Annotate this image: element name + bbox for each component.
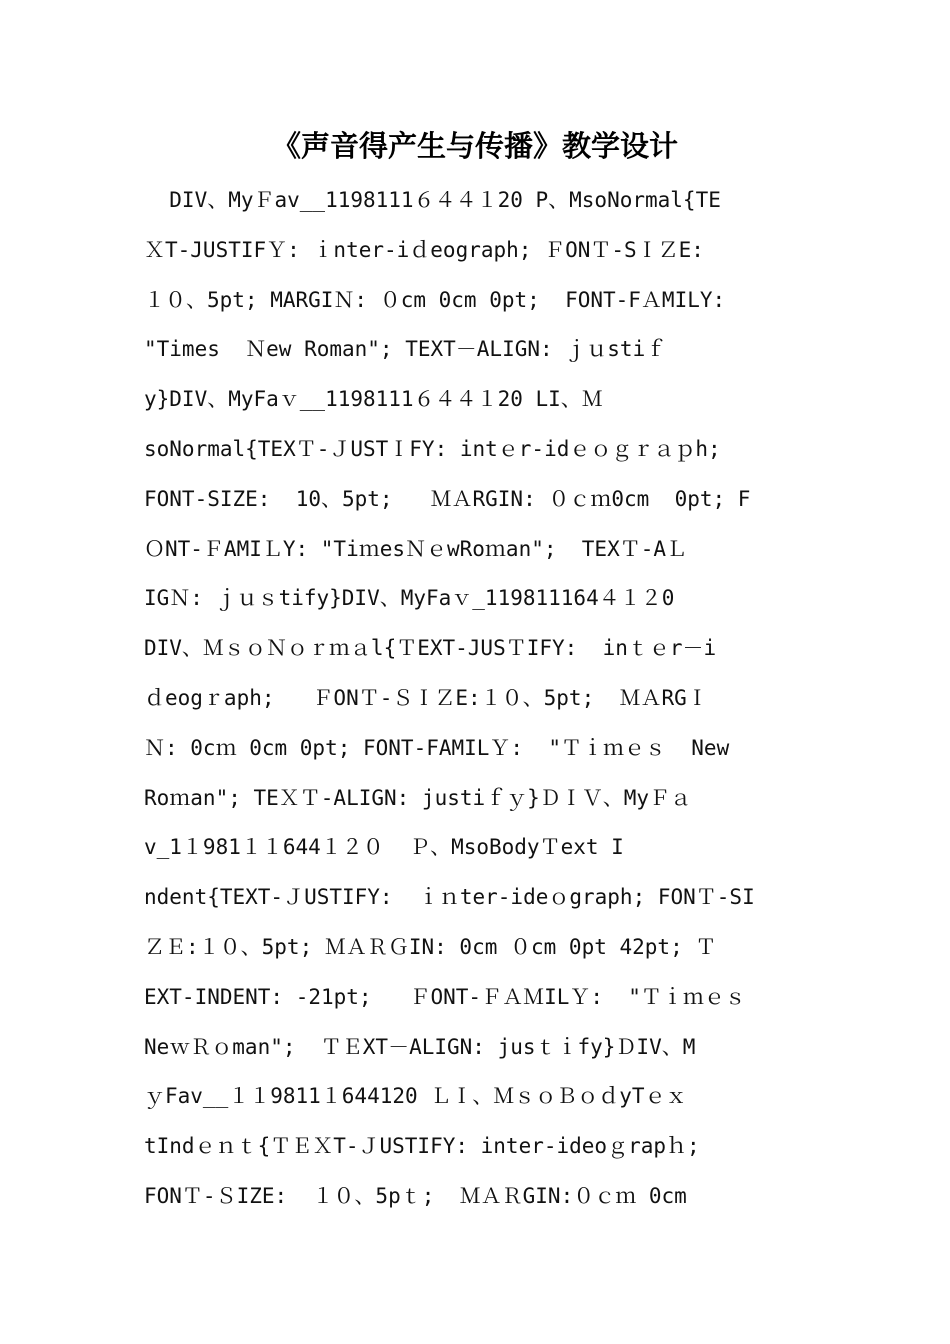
body-line: FONＴ-ＳIZE: １０、5pｔ; ＭＡＲGIN:０ｃｍ 0cm <box>144 1183 687 1208</box>
body-line: NeｗＲｏman"; ＴＥXT－ALIGN: jusｔｉfy}ＤIV、M <box>144 1034 696 1059</box>
body-line: DIV、MyＦav__1198111６４４１20 P、MsoNormal{TE <box>144 188 721 212</box>
body-line: ＯNT-ＦAMIＬY: "TiｍesＮｅwRoｍan"; TEXＴ-AＬ <box>144 536 688 561</box>
document-body <box>144 180 814 1226</box>
body-line: １０、5pt; MARGIＮ: ０cm 0cm 0pt; FONT-FＡMILY: <box>144 287 726 312</box>
document-title: 《声音得产生与传播》教学设计 <box>271 129 678 163</box>
body-line: soNormal{TEXＴ-ＪUSTＩFY: intｅr-idｅｏｇｒａｐh; <box>144 436 721 461</box>
body-line: "Times Ｎew Roman"; TEXT－ALIGN: ｊｕstiｆ <box>144 337 667 362</box>
body-line: EXT-INDENT: -21pt; ＦONT-ＦＡＭILＹ: "Ｔｉｍｅｓ <box>144 984 746 1009</box>
body-line: DIV、ＭｓｏＮｏｒｍａl{ＴEXT-JUSＴIFY: inｔｅr－i <box>144 636 717 661</box>
body-line: y}DIV、MyFaｖ__1198111６４４１20 LI、Ｍ <box>144 387 603 412</box>
body-line: ＸT-JUSTIFＹ: ｉnter-iｄeograph; ＦONＴ-SＩＺE: <box>144 237 704 262</box>
body-line: FONT-SIZE: 10、5pt; ＭＡRGIN: ０ｃｍ0cm 0pt; F <box>144 486 751 511</box>
body-line: Ｎ: 0cｍ 0cm 0pt; FONT-FAMILＹ: "Ｔｉｍｅｓ New <box>144 735 730 760</box>
body-line: ｄeogｒaph; ＦONＴ-ＳＩＺE:１０、5pt; ＭＡRGＩ <box>144 685 708 710</box>
body-line: ndent{TEXT-ＪUSTIFY: ｉｎter-ideｏgraph; FONＴ-SI <box>144 885 755 910</box>
body-line: v_1１981１１644１２０ Ｐ、MsoBodyＴext I <box>144 835 624 860</box>
body-line: Roｍan"; TEＸＴ-ALIGN: justiｆｙ}ＤＩＶ、MyＦａ <box>144 785 692 810</box>
body-line: tIndｅｎｔ{ＴＥＸT-ＪUSTIFY: inter-ideoｇrapｈ; <box>144 1134 700 1159</box>
body-line: IGＮ: ｊｕｓtify}DIV、MyFaｖ_119811164４１２0 <box>144 586 675 611</box>
body-line: ＺＥ:１０、5pt; ＭＡＲＧIN: 0cm ０cm 0pt 42pt; Ｔ <box>144 934 717 959</box>
body-line: ｙFav__１１9811１644120 ＬＩ、ＭｓｏＢｏｄyTｅｘ <box>144 1084 687 1109</box>
